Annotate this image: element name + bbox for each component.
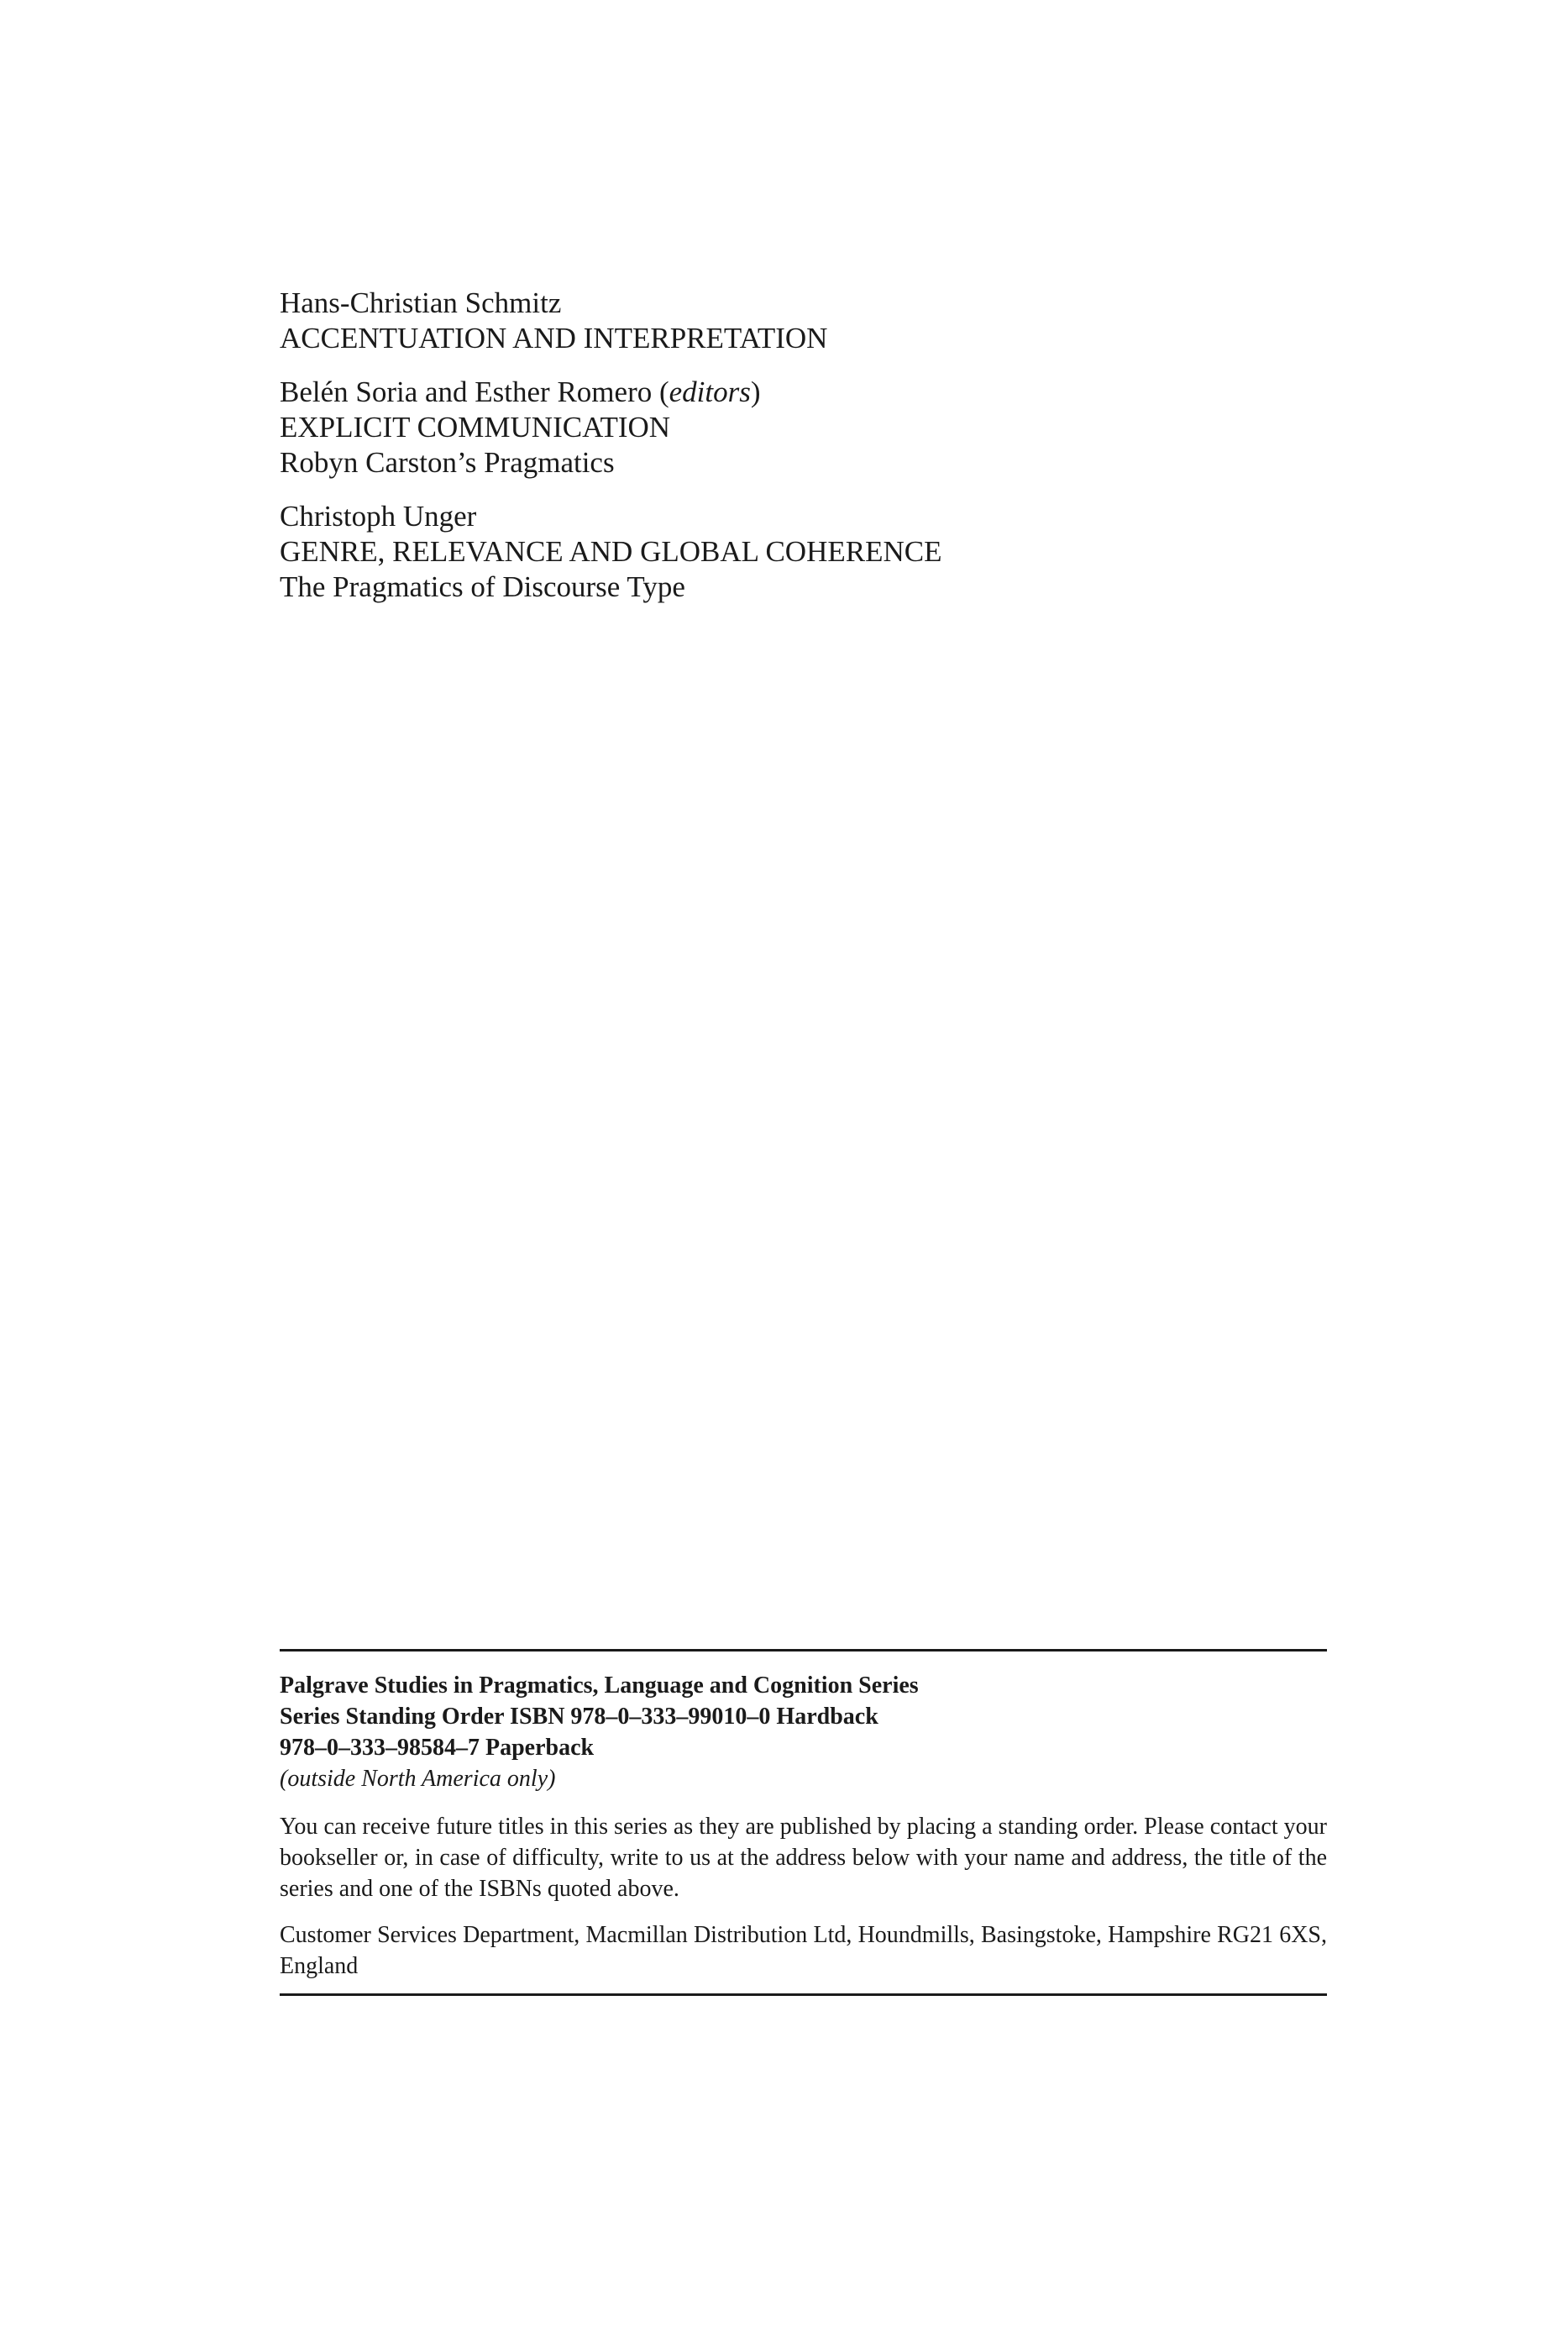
book-list xyxy=(280,286,1371,623)
book-entry-soria-romero xyxy=(280,375,1371,480)
book-author-name: Christoph Unger xyxy=(280,500,477,533)
series-info xyxy=(280,1670,1327,1794)
book-author-suffix: ) xyxy=(750,375,761,408)
book-subtitle: The Pragmatics of Discourse Type xyxy=(280,570,685,603)
series-paperback-isbn: 978–0–333–98584–7 Paperback xyxy=(280,1735,595,1761)
book-author-name: Belén Soria and Esther Romero ( xyxy=(280,375,669,408)
book-subtitle: Robyn Carston’s Pragmatics xyxy=(280,446,615,479)
book-author xyxy=(280,286,1371,321)
book-author-editors: editors xyxy=(669,375,751,408)
book-title: ACCENTUATION AND INTERPRETATION xyxy=(280,322,828,354)
book-title: EXPLICIT COMMUNICATION xyxy=(280,411,671,444)
customer-services-address: Customer Services Department, Macmillan Distribution Ltd, Houndmills, Basingstoke, Hampshire RG21 6XS, England xyxy=(280,1922,1327,1979)
book-author xyxy=(280,499,1371,534)
series-region-note: (outside North America only) xyxy=(280,1766,556,1792)
book-entry-schmitz xyxy=(280,286,1371,356)
book-title: GENRE, RELEVANCE AND GLOBAL COHERENCE xyxy=(280,535,942,568)
standing-order-paragraph: You can receive future titles in this series as they are published by placing a standing order. Please contact your bookseller or, in case of difficulty, write to us at the address below with your name and address, the title of the series and one of the ISBNs quoted above. xyxy=(280,1814,1327,1902)
book-author-name: Hans-Christian Schmitz xyxy=(280,286,562,319)
book-entry-unger xyxy=(280,499,1371,605)
top-rule xyxy=(280,1649,1327,1651)
series-notice xyxy=(280,1649,1327,1996)
series-standing-order: Series Standing Order ISBN 978–0–333–99010–0 Hardback xyxy=(280,1704,878,1730)
bottom-rule xyxy=(280,1993,1327,1996)
series-name: Palgrave Studies in Pragmatics, Language and Cognition Series xyxy=(280,1672,919,1699)
book-author xyxy=(280,375,1371,410)
